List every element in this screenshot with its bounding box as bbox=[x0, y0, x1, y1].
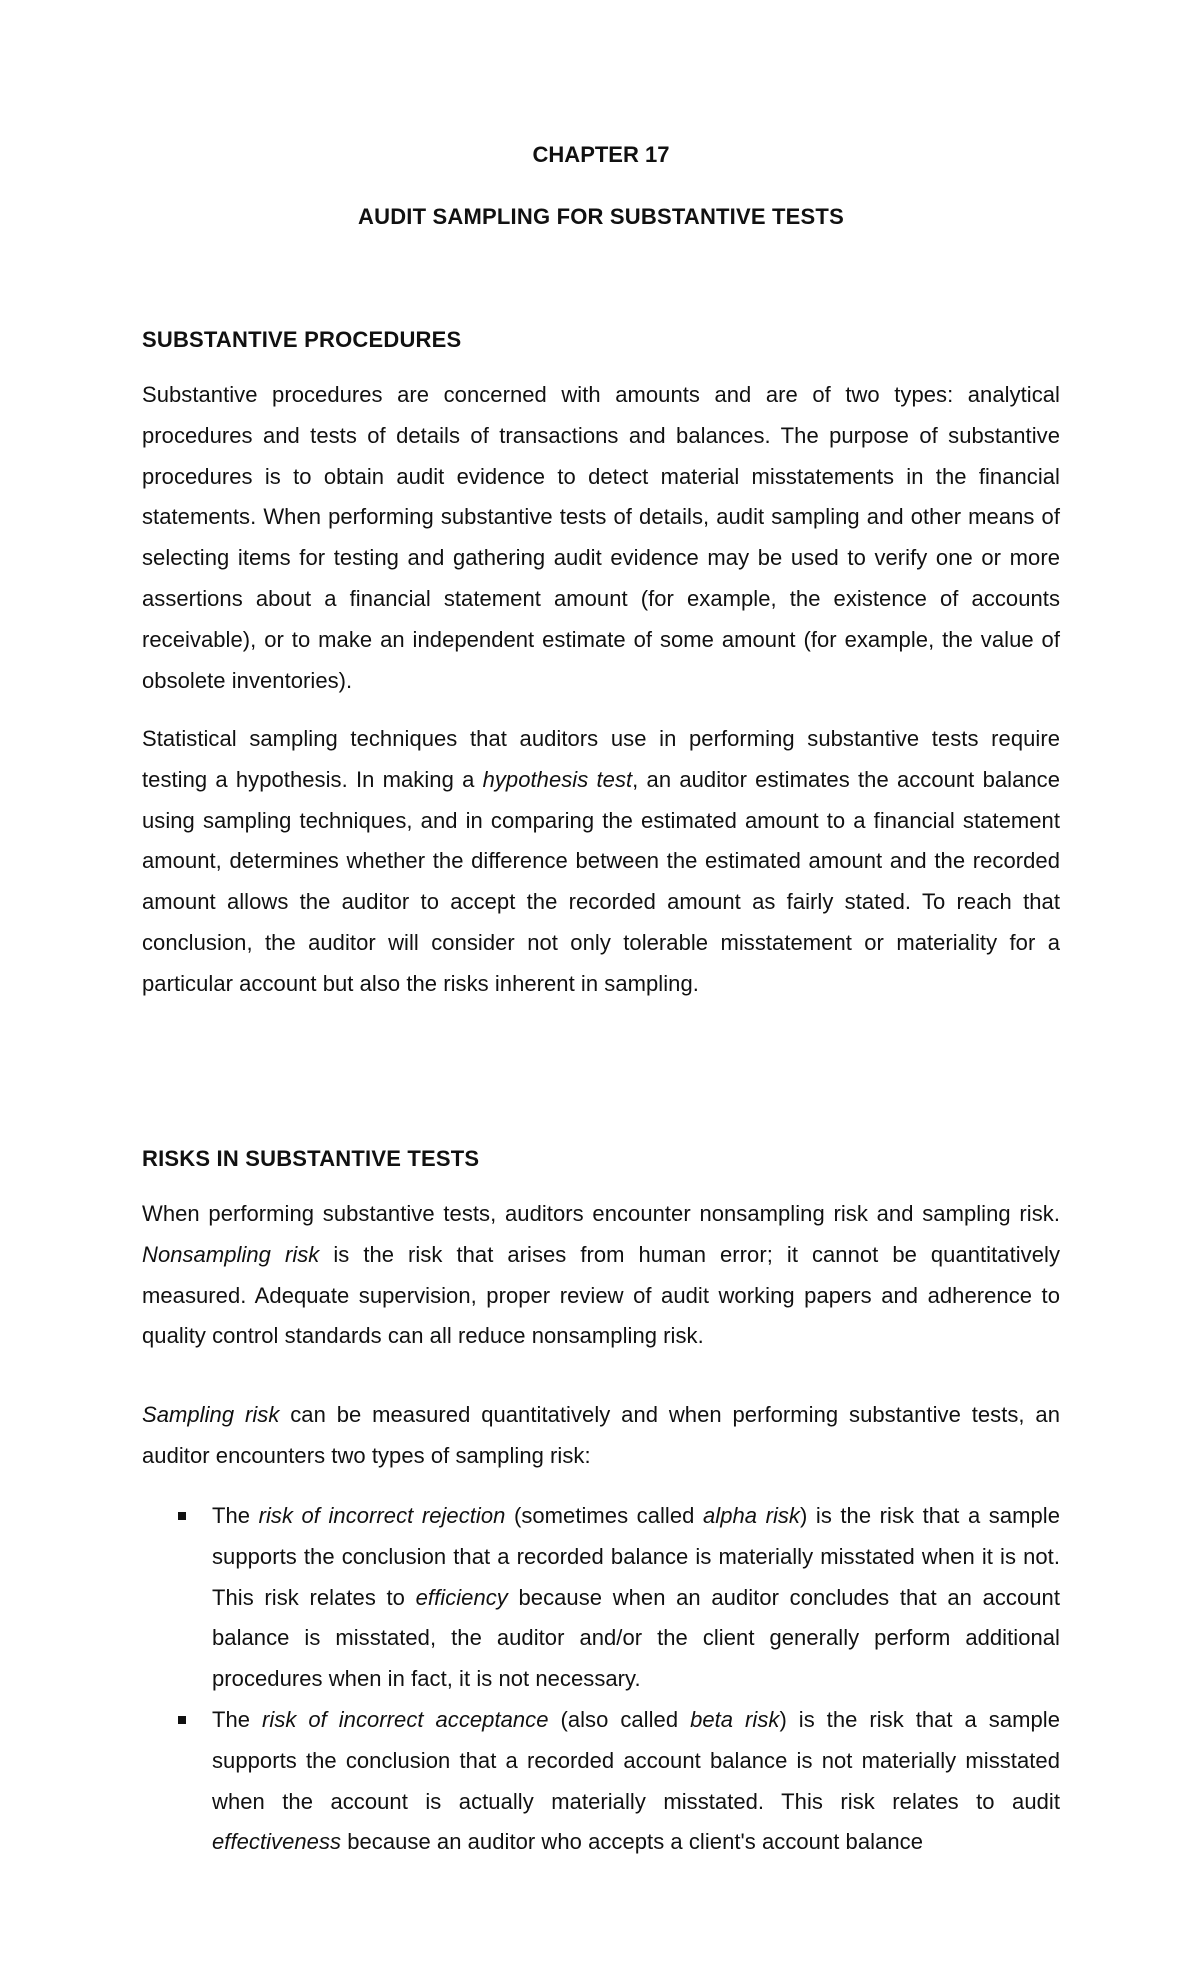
italic-term-efficiency: efficiency bbox=[415, 1584, 508, 1610]
italic-term-risk-of-incorrect-rejection: risk of incorrect rejection bbox=[258, 1503, 506, 1528]
text-run: Substantive procedures are concerned with amounts and are of two types: analytical procedures and tests of details of transactions and balances. The purpose of substantive procedures is to obtain audit evidence to detect material misstatements in the financial statements. When performing substantive tests of details, audit sampling and other means of selecting items for testing and gathering audit evidence may be used to verify one or more assertions about a financial statement amount (for example, the existence of accounts receivable), or to make an independent estimate of some amount (for example, the value of obsolete inventories). bbox=[142, 382, 1060, 693]
text-run: (sometimes called bbox=[505, 1503, 703, 1528]
list-item-text bbox=[212, 1707, 1060, 1854]
chapter-title: AUDIT SAMPLING FOR SUBSTANTIVE TESTS bbox=[358, 204, 844, 229]
square-bullet-icon bbox=[178, 1512, 186, 1520]
text-run: When performing substantive tests, auditors encounter nonsampling risk and sampling risk. bbox=[142, 1201, 1060, 1226]
text-run: , an auditor estimates the account balance using sampling techniques, and in comparing the estimated amount to a financial statement amount, determines whether the difference between the estimated amount and the recorded amount allows the auditor to accept the recorded amount as fairly stated. To reach that conclusion, the auditor will consider not only tolerable misstatement or materiality for a particular account but also the risks inherent in sampling. bbox=[142, 766, 1060, 996]
text-run: because an auditor who accepts a client's account balance bbox=[341, 1829, 923, 1855]
italic-term-beta-risk: beta risk bbox=[690, 1706, 780, 1732]
text-run: Statistical sampling techniques that auditors use in performing substantive tests require testing a hypothesis. In making a bbox=[142, 726, 1060, 792]
italic-term-effectiveness: effectiveness bbox=[212, 1829, 342, 1855]
italic-term-nonsampling-risk: Nonsampling risk bbox=[142, 1241, 320, 1267]
text-run: ) is the risk that a sample supports the conclusion that a recorded balance is materially misstated when it is not. This risk relates to bbox=[212, 1503, 1061, 1610]
list-item-incorrect-acceptance bbox=[142, 1700, 1060, 1863]
sampling-risk-types-list bbox=[142, 1496, 1060, 1863]
list-item-text bbox=[212, 1503, 1060, 1691]
list-item-incorrect-rejection bbox=[142, 1496, 1060, 1700]
italic-term-hypothesis-test: hypothesis test bbox=[482, 766, 633, 792]
chapter-number: CHAPTER 17 bbox=[532, 142, 670, 167]
text-run: can be measured quantitatively and when performing substantive tests, an auditor encounters two types of sampling risk: bbox=[142, 1402, 1060, 1468]
paragraph-sampling-risk bbox=[142, 1395, 1060, 1477]
paragraph-substantive-procedures-intro bbox=[142, 375, 1060, 701]
square-bullet-icon bbox=[178, 1716, 186, 1724]
text-run: because when an auditor concludes that an account balance is misstated, the auditor and/or the client generally perform additional procedures when in fact, it is not necessary. bbox=[212, 1584, 1060, 1692]
section-heading-risks-in-substantive-tests: RISKS IN SUBSTANTIVE TESTS bbox=[142, 1146, 480, 1171]
paragraph-nonsampling-risk bbox=[142, 1194, 1060, 1357]
section-heading-substantive-procedures: SUBSTANTIVE PROCEDURES bbox=[142, 327, 462, 352]
italic-term-sampling-risk: Sampling risk bbox=[142, 1402, 280, 1427]
text-run: (also called bbox=[548, 1706, 691, 1732]
text-run: The bbox=[212, 1503, 259, 1528]
italic-term-alpha-risk: alpha risk bbox=[702, 1503, 800, 1528]
text-run: The bbox=[212, 1706, 262, 1732]
text-run: ) is the risk that a sample supports the conclusion that a recorded account balance is not materially misstated when the account is actually materially misstated. This risk relates to audit bbox=[212, 1706, 1060, 1814]
text-run: is the risk that arises from human error; it cannot be quantitatively measured. Adequate supervision, proper review of audit working papers and adherence to quality control standards can all reduce nonsampling risk. bbox=[142, 1241, 1060, 1349]
paragraph-hypothesis-testing bbox=[142, 719, 1060, 1005]
italic-term-risk-of-incorrect-acceptance: risk of incorrect acceptance bbox=[262, 1706, 549, 1732]
